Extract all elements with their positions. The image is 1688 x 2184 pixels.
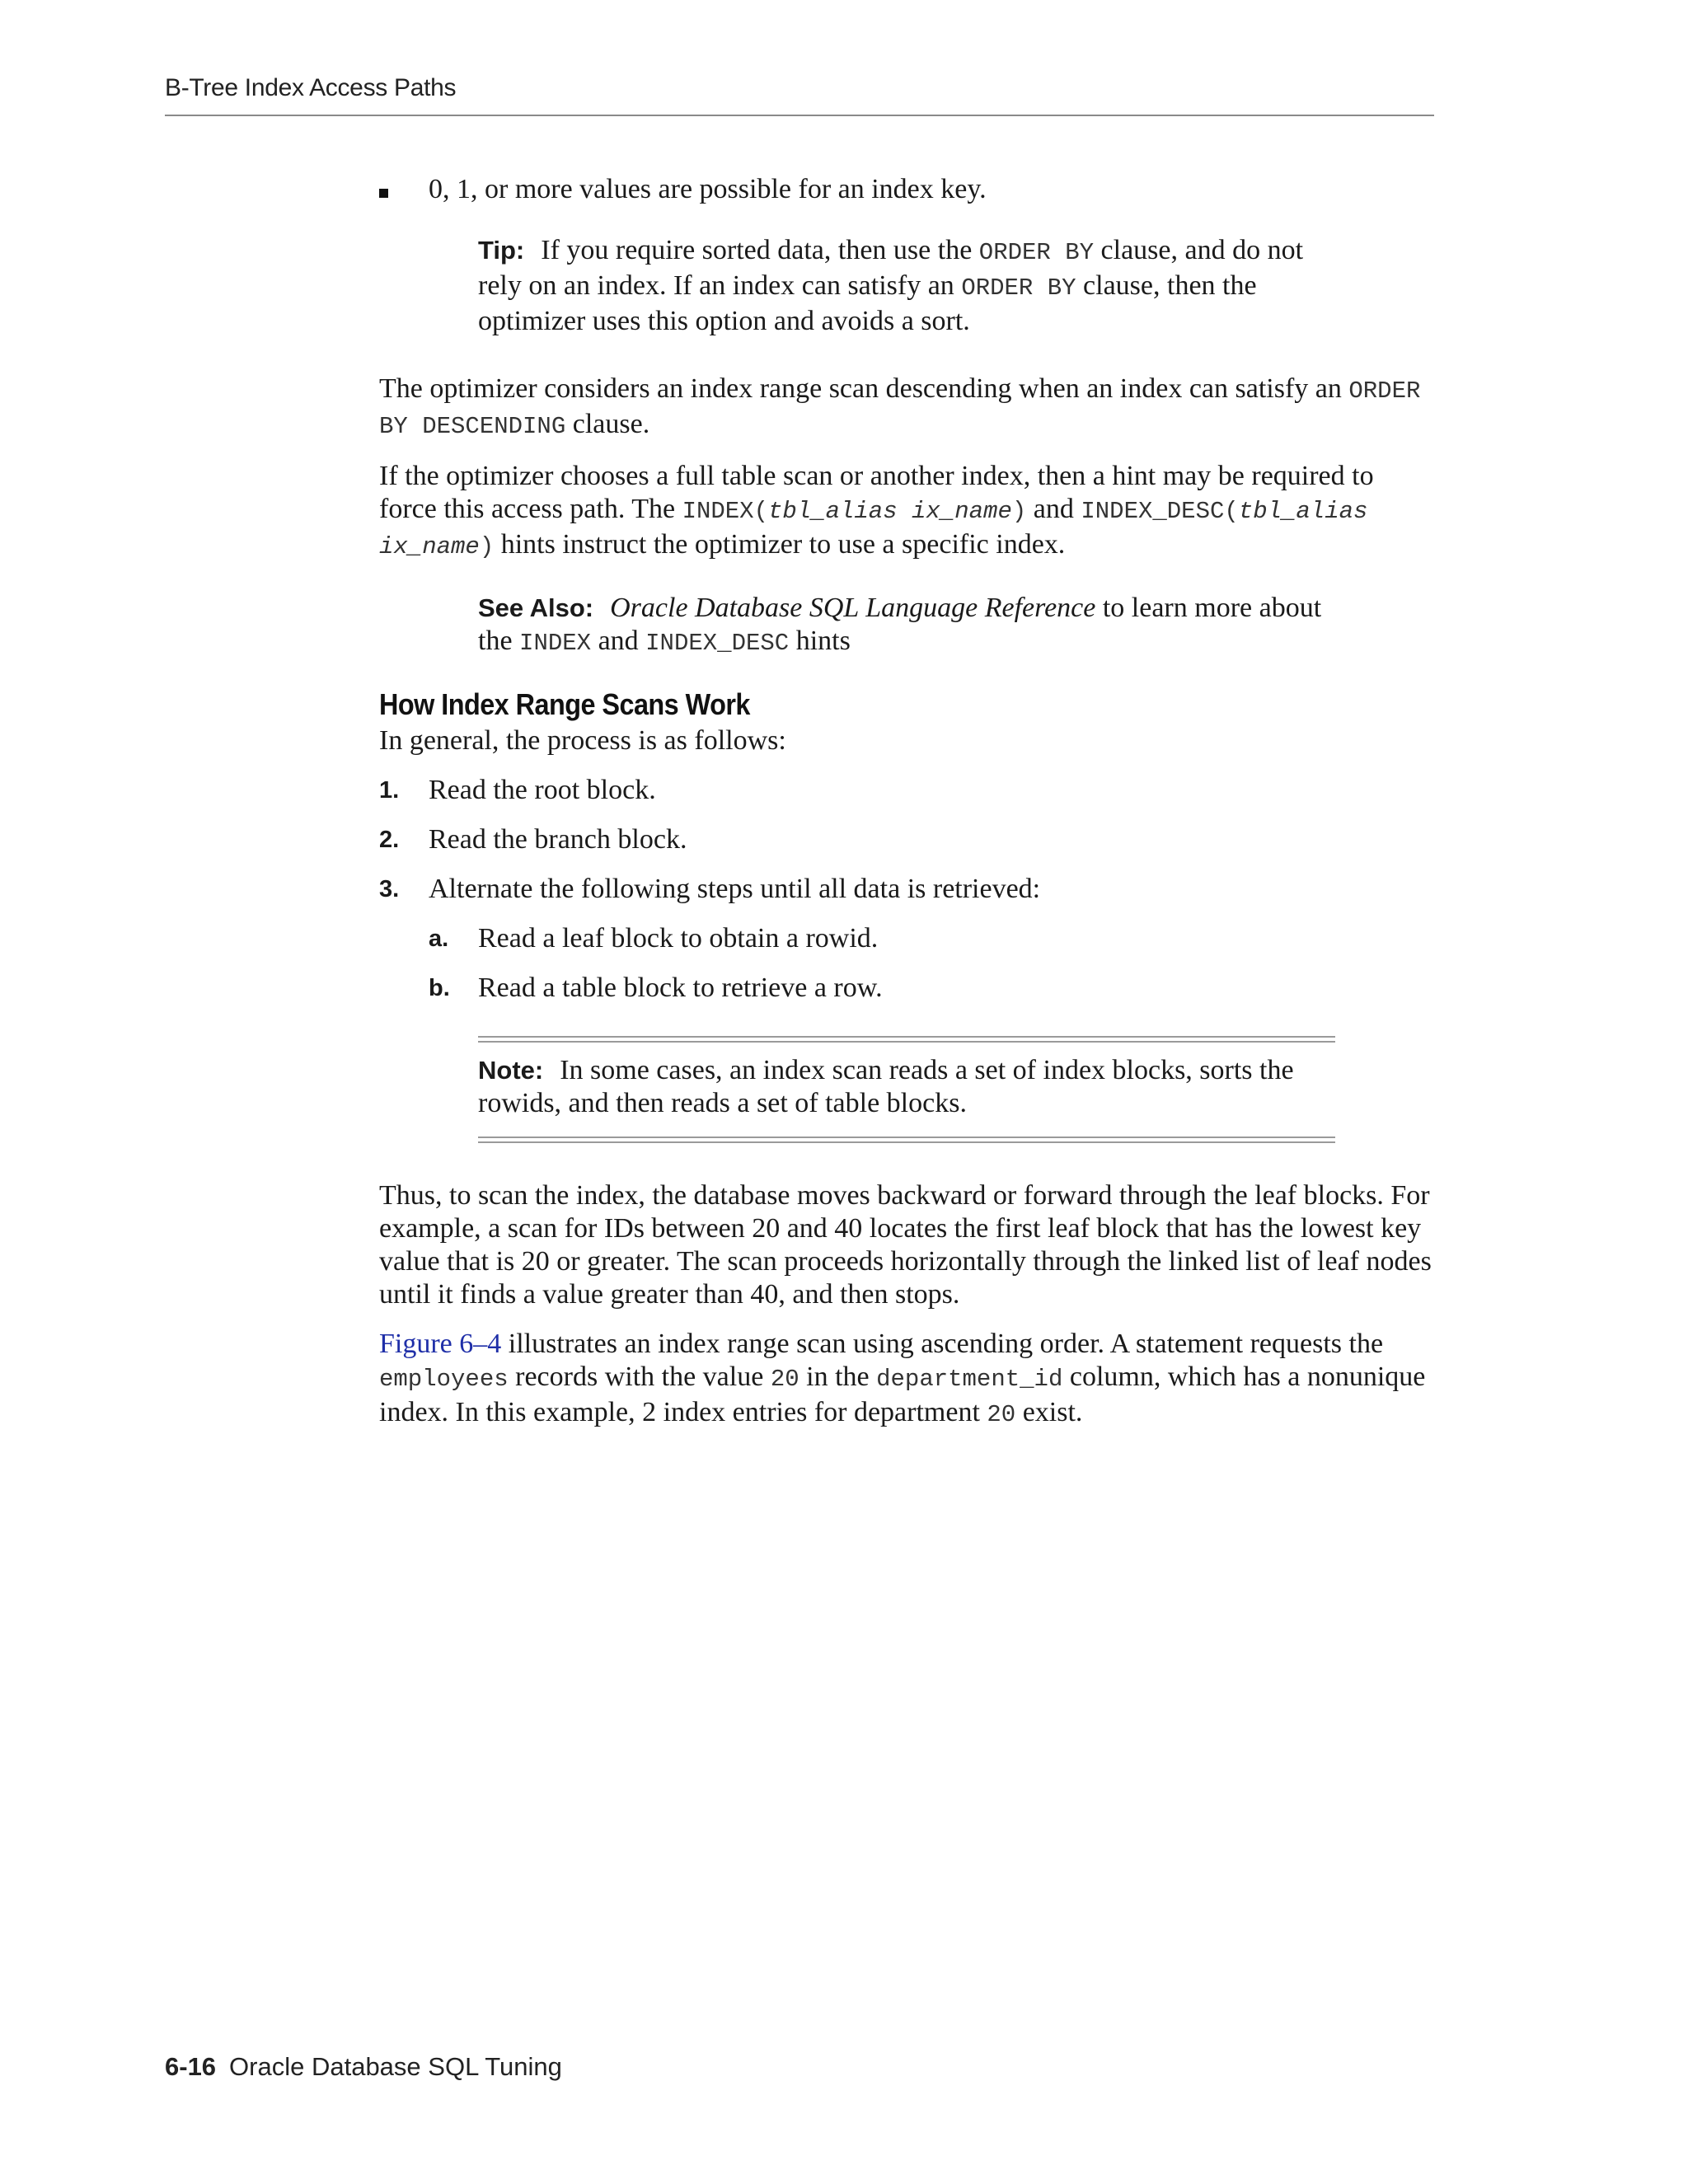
- see-also-callout: See Also: Oracle Database SQL Language Reference to learn more about the INDEX and INDEX_DESC hints: [478, 593, 1322, 657]
- see-also-label: See Also:: [478, 593, 594, 622]
- code-order-by: ORDER BY: [961, 274, 1076, 302]
- code-value: 20: [987, 1401, 1016, 1428]
- note-box: [478, 1036, 1335, 1143]
- figure-link[interactable]: Figure 6–4: [379, 1329, 502, 1359]
- code-order-by-descending: ORDER BY DESCENDING: [379, 377, 1421, 440]
- note-top-rule: [478, 1036, 1335, 1043]
- page-content: [379, 173, 1434, 1432]
- note-bottom-rule: [478, 1137, 1335, 1143]
- tip-label: Tip:: [478, 236, 525, 265]
- code-index-hint: INDEX(tbl_alias ix_name): [682, 498, 1027, 525]
- code-employees: employees: [379, 1366, 509, 1393]
- section-heading: How Index Range Scans Work: [379, 687, 750, 721]
- step-item: 1. Read the root block.: [379, 775, 656, 805]
- paragraph-scan: Thus, to scan the index, the database moves backward or forward through the leaf blocks. For example, a scan for IDs between 20 and 40 locates the first leaf block that has the lowest key value that is 20 or greater. The scan proceeds horizontally through the linked list of leaf nodes until it finds a value greater than 40, and then stops.: [379, 1180, 1432, 1310]
- running-header: B-Tree Index Access Paths: [165, 74, 457, 101]
- code-order-by: ORDER BY: [978, 239, 1095, 266]
- paragraph-descending: The optimizer considers an index range scan descending when an index can satisfy an ORDER BY DESCENDING clause.: [379, 373, 1421, 440]
- paragraph-figure: Figure 6–4 illustrates an index range scan using ascending order. A statement requests the employees records with the value 20 in the department_id column, which has a nonunique index. In this example, 2 index entries for department 20 exist.: [379, 1329, 1426, 1428]
- paragraph-hints: If the optimizer chooses a full table scan or another index, then a hint may be required to force this access path. The INDEX(tbl_alias ix_name) and INDEX_DESC(tbl_alias ix_name) hints instruct the optimizer to use a specific index.: [379, 461, 1374, 560]
- bullet-text: 0, 1, or more values are possible for an index key.: [429, 174, 987, 204]
- code-value: 20: [770, 1366, 799, 1393]
- code-index-desc-hint: INDEX_DESC(tbl_alias ix_name): [379, 498, 1368, 560]
- book-title: Oracle Database SQL Tuning: [229, 2052, 562, 2081]
- tip-callout: Tip: If you require sorted data, then use the ORDER BY clause, and do not rely on an index. If an index can satisfy an ORDER BY clause, then the optimizer uses this option and avoids a sort.: [478, 235, 1304, 336]
- code-department-id: department_id: [876, 1366, 1063, 1393]
- square-bullet-icon: [379, 173, 429, 206]
- header-rule: [165, 115, 1434, 116]
- section-intro: In general, the process is as follows:: [379, 725, 786, 756]
- page-number: 6-16: [165, 2052, 217, 2081]
- substep-item: b. Read a table block to retrieve a row.: [429, 972, 883, 1003]
- code-index-desc: INDEX_DESC: [645, 630, 790, 657]
- reference-title: Oracle Database SQL Language Reference: [610, 593, 1096, 623]
- code-index: INDEX: [519, 630, 592, 657]
- step-item: 3. Alternate the following steps until all data is retrieved:: [379, 874, 1041, 904]
- note-label: Note:: [478, 1056, 544, 1085]
- page-footer: [165, 2052, 562, 2082]
- step-item: 2. Read the branch block.: [379, 824, 687, 855]
- substep-item: a. Read a leaf block to obtain a rowid.: [429, 923, 879, 954]
- note-text: Note: In some cases, an index scan reads a set of index blocks, sorts the rowids, and then reads a set of table blocks.: [478, 1055, 1294, 1118]
- bullet-item: [379, 173, 1434, 206]
